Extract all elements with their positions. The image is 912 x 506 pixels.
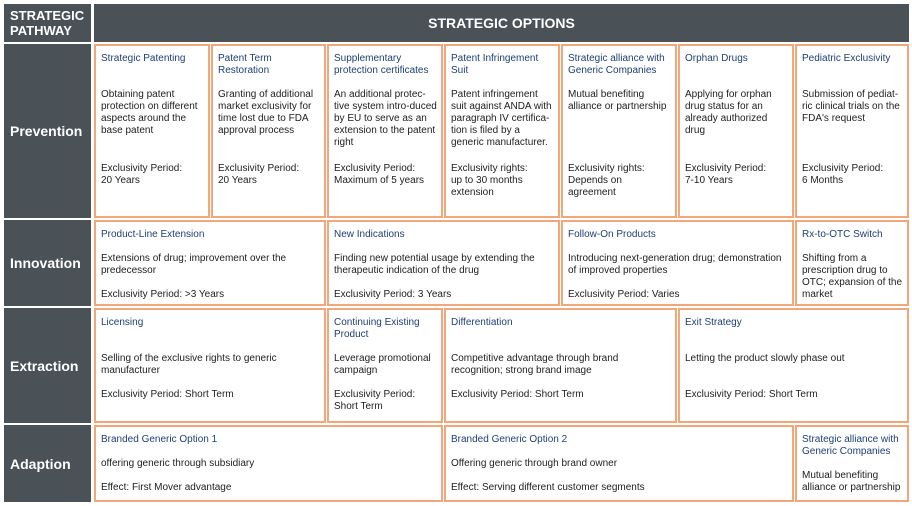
option-title: Strategic Patenting: [101, 53, 186, 64]
option-card-orphan-drugs: [678, 44, 794, 218]
option-card-new-indications: [327, 220, 560, 306]
option-title: Continuing Existing Product: [334, 317, 420, 340]
option-card-patent-infringement-suit: [444, 44, 560, 218]
option-card-exit-strategy: [678, 308, 909, 423]
option-period: Exclusivity rights: up to 30 months extension: [451, 163, 528, 198]
option-title: New Indications: [334, 229, 405, 240]
option-title: Pediatric Exclusivity: [802, 53, 891, 64]
option-period: Exclusivity Period: Short Term: [685, 389, 818, 400]
option-period: Exclusivity Period: 7-10 Years: [685, 163, 767, 186]
option-period: Effect: Serving different customer segments: [451, 482, 645, 493]
option-card-licensing: [94, 308, 326, 423]
option-card-patent-term-restoration: [211, 44, 326, 218]
option-description: Introducing next-generation drug; demonstration of improved properties: [568, 253, 782, 276]
option-description: Finding new potential usage by extending the therapeutic indication of the drug: [334, 253, 535, 276]
option-card-strategic-alliance-adaption: [795, 425, 909, 502]
option-period: Exclusivity Period: Short Term: [101, 389, 234, 400]
option-card-differentiation: [444, 308, 677, 423]
option-title: Supplementary protection certificates: [334, 53, 429, 76]
option-period: Exclusivity Period: Varies: [568, 289, 680, 300]
option-description: Competitive advantage through brand recognition; strong brand image: [451, 353, 619, 376]
option-description: Extensions of drug; improvement over the predecessor: [101, 253, 287, 276]
option-description: Patent infringement suit against ANDA with paragraph IV certifica-tion is filed by a generic manufacturer.: [451, 89, 552, 148]
option-period: Exclusivity Period: 20 Years: [101, 163, 183, 186]
option-title: Patent Infringement Suit: [451, 53, 539, 76]
option-card-strategic-alliance: [561, 44, 677, 218]
option-card-branded-generic-1: [94, 425, 443, 502]
option-description: Letting the product slowly phase out: [685, 353, 845, 364]
option-title: Differentiation: [451, 317, 513, 328]
option-description: Leverage promotional campaign: [334, 353, 431, 376]
row-label-adaption: Adaption: [4, 425, 91, 502]
option-description: Offering generic through brand owner: [451, 458, 618, 469]
option-title: Orphan Drugs: [685, 53, 748, 64]
option-description: Granting of additional market exclusivity for time lost due to FDA approval process: [218, 89, 314, 136]
option-description: Mutual benefiting alliance or partnership: [802, 470, 901, 493]
option-card-follow-on-products: [561, 220, 794, 306]
option-card-rx-to-otc-switch: [795, 220, 909, 306]
option-description: Shifting from a prescription drug to OTC; expansion of the market: [802, 253, 903, 300]
option-period: Exclusivity Period: 20 Years: [218, 163, 300, 186]
option-title: Follow-On Products: [568, 229, 656, 240]
option-description: Mutual benefiting alliance or partnership: [568, 89, 667, 112]
option-description: Selling of the exclusive rights to generic manufacturer: [101, 353, 277, 376]
row-label-innovation: Innovation: [4, 220, 91, 306]
option-title: Licensing: [101, 317, 144, 328]
option-description: An additional protec-tive system intro-duced by EU to serve as an extension to the patent right: [334, 89, 437, 148]
option-card-product-line-extension: [94, 220, 326, 306]
option-card-branded-generic-2: [444, 425, 794, 502]
option-card-continuing-existing-product: [327, 308, 443, 423]
option-period: Exclusivity Period: >3 Years: [101, 289, 225, 300]
option-period: Exclusivity Period: Short Term: [334, 389, 416, 412]
option-period: Effect: First Mover advantage: [101, 482, 232, 493]
option-title: Strategic alliance with Generic Companies: [802, 434, 899, 457]
option-card-supplementary-protection: [327, 44, 443, 218]
option-description: Submission of pediat-ric clinical trials on the FDA's request: [802, 89, 900, 124]
option-period: Exclusivity Period: Maximum of 5 years: [334, 163, 425, 186]
option-title: Branded Generic Option 1: [101, 434, 218, 445]
row-label-prevention: Prevention: [4, 44, 91, 218]
option-description: Applying for orphan drug status for an already authorized drug: [685, 89, 772, 136]
option-title: Rx-to-OTC Switch: [802, 229, 883, 240]
header-strategic-pathway: STRATEGIC PATHWAY: [4, 4, 91, 42]
option-description: Obtaining patent protection on different aspects around the base patent: [101, 89, 198, 136]
option-title: Branded Generic Option 2: [451, 434, 568, 445]
option-title: Patent Term Restoration: [218, 53, 272, 76]
option-title: Strategic alliance with Generic Companies: [568, 53, 665, 76]
option-title: Exit Strategy: [685, 317, 742, 328]
option-card-pediatric-exclusivity: [795, 44, 909, 218]
option-period: Exclusivity rights: Depends on agreement: [568, 163, 645, 198]
option-period: Exclusivity Period: Short Term: [451, 389, 584, 400]
option-description: offering generic through subsidiary: [101, 458, 255, 469]
row-label-extraction: Extraction: [4, 308, 91, 423]
option-period: Exclusivity Period: 3 Years: [334, 289, 452, 300]
option-period: Exclusivity Period: 6 Months: [802, 163, 884, 186]
option-card-strategic-patenting: [94, 44, 210, 218]
header-strategic-options: STRATEGIC OPTIONS: [94, 4, 909, 42]
option-title: Product-Line Extension: [101, 229, 205, 240]
